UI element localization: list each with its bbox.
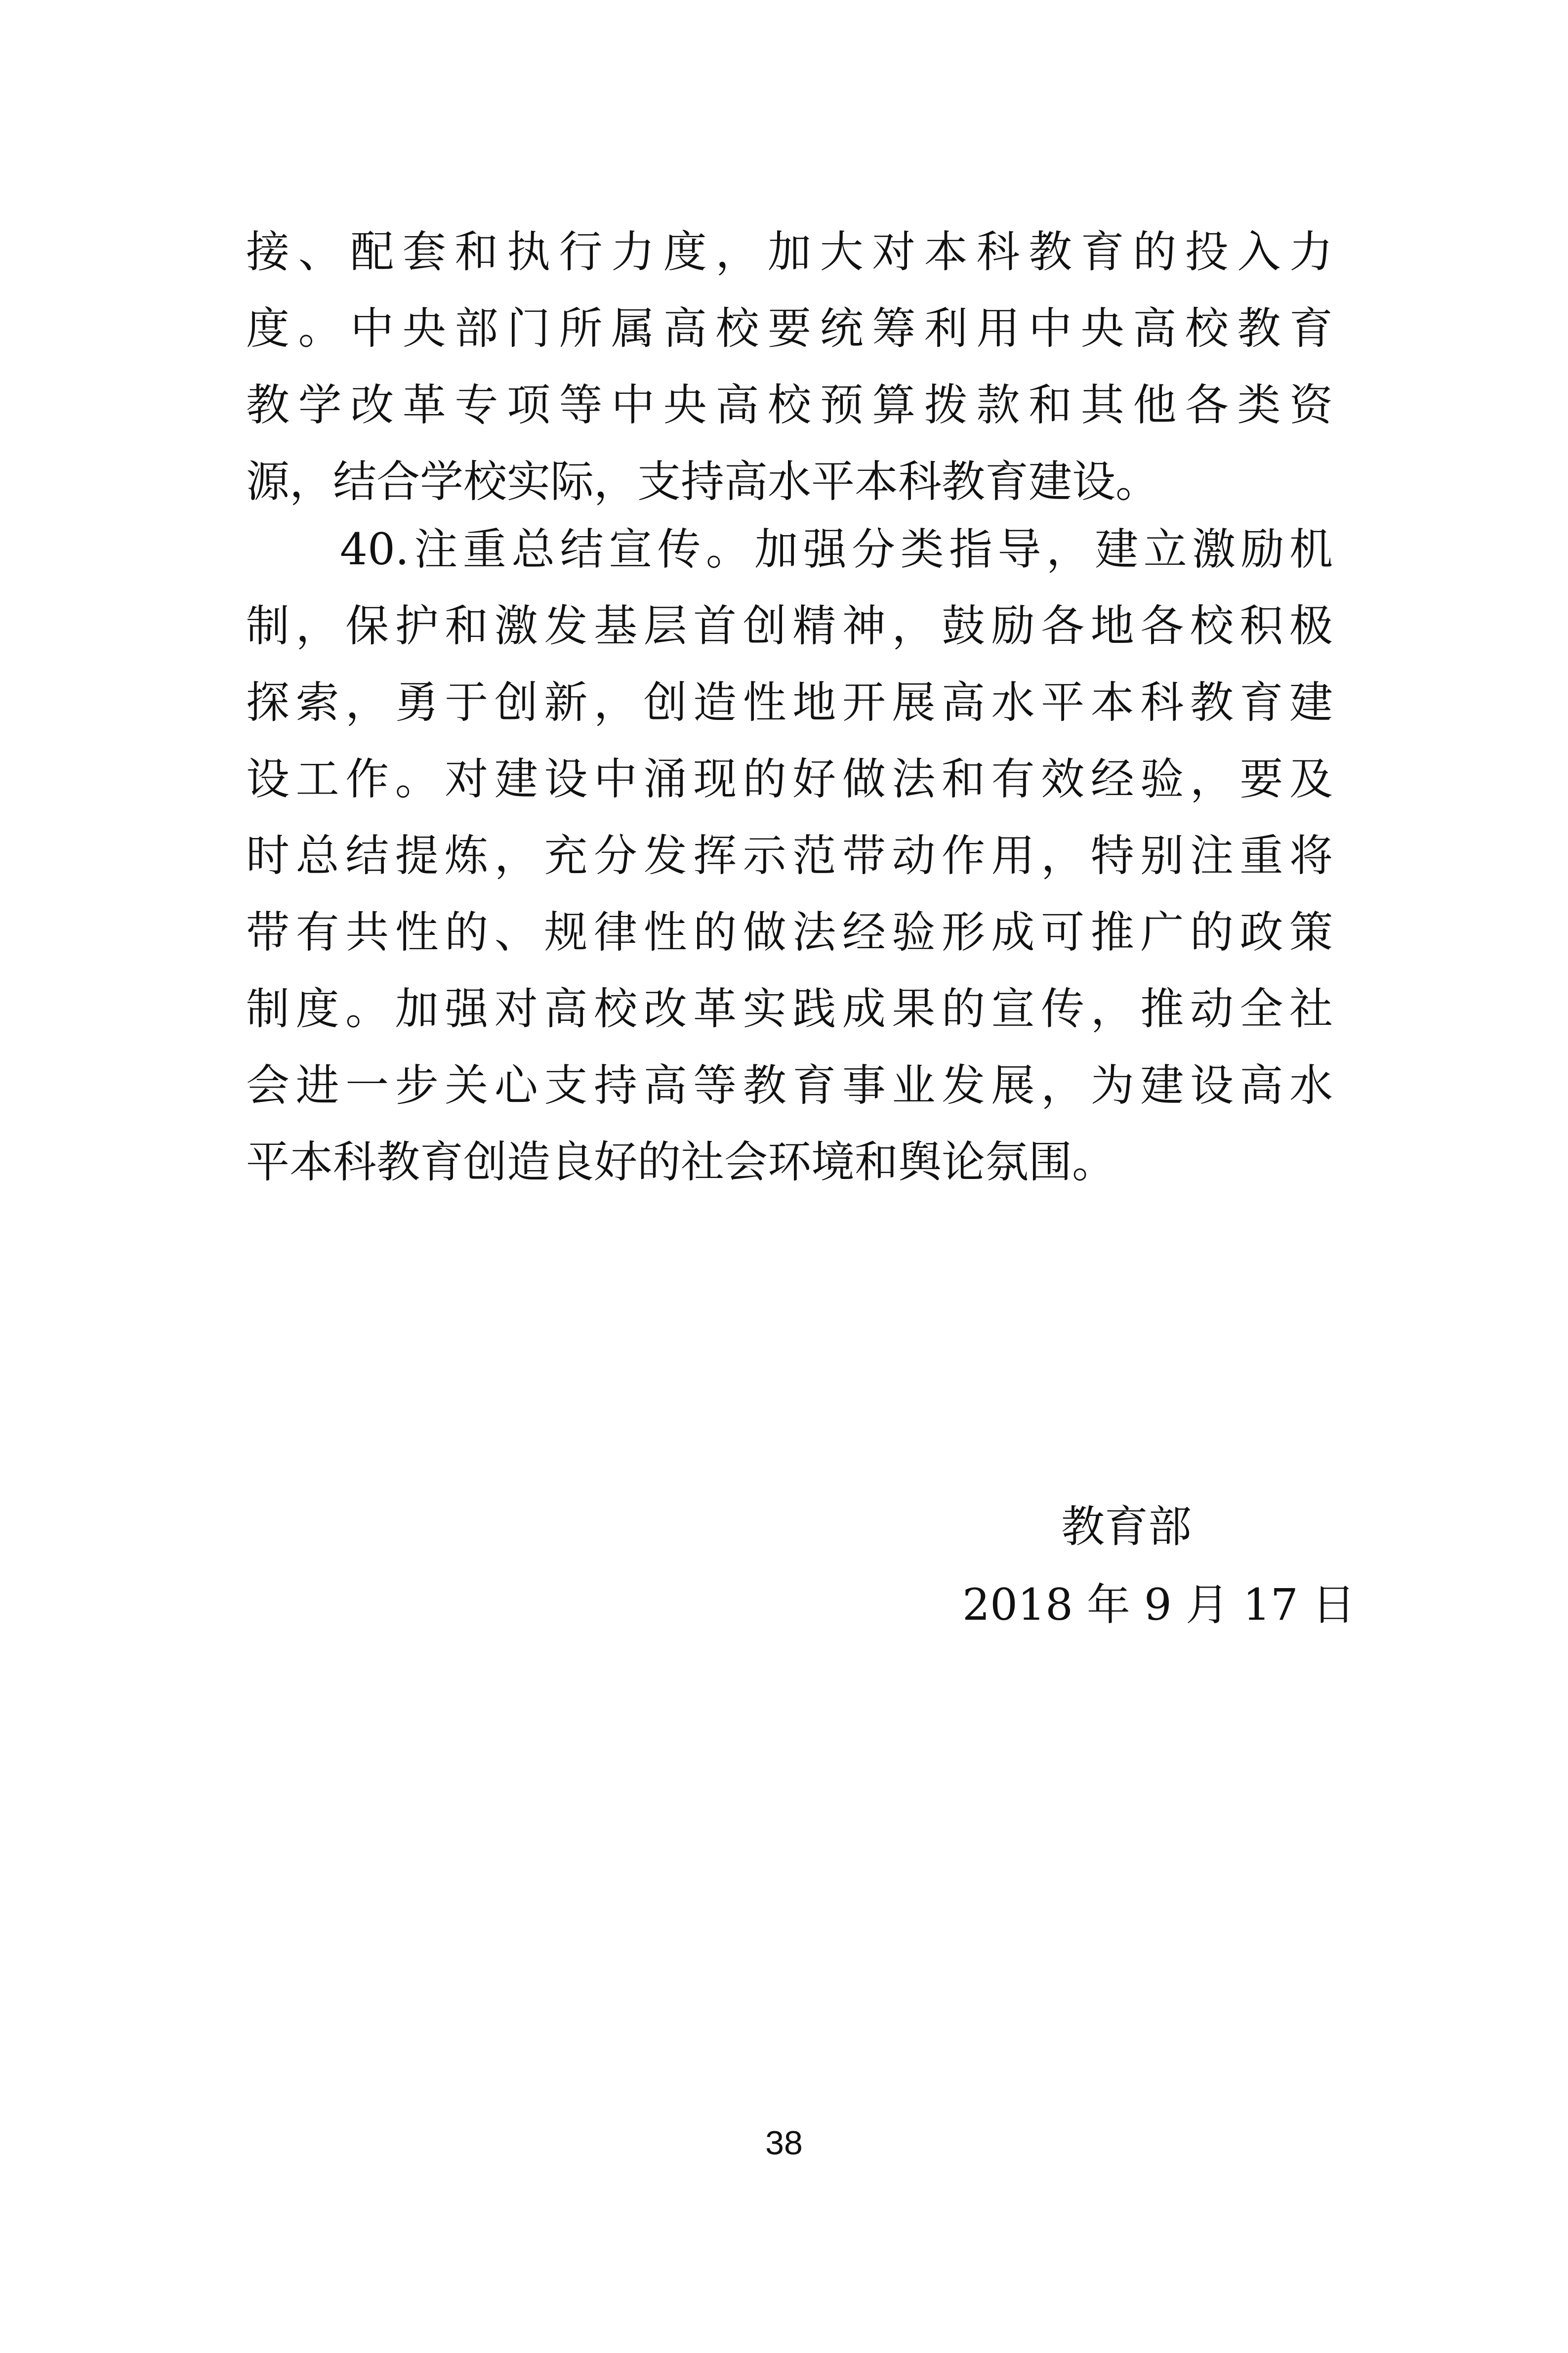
text-line: 接、配套和执行力度，加大对本科教育的投入力 [246, 226, 1333, 277]
issue-date: 2018 年 9 月 17 日 [962, 1579, 1356, 1630]
text-line: 教学改革专项等中央高校预算拨款和其他各类资 [246, 379, 1333, 430]
text-line: 会进一步关心支持高等教育事业发展，为建设高水 [246, 1060, 1333, 1111]
text-line: 时总结提炼，充分发挥示范带动作用，特别注重将 [246, 830, 1333, 881]
text-line: 制，保护和激发基层首创精神，鼓励各地各校积极 [246, 600, 1333, 651]
page-number: 38 [765, 2124, 803, 2162]
text-line: 平本科教育创造良好的社会环境和舆论氛围。 [246, 1136, 1116, 1187]
text-line: 设工作。对建设中涌现的好做法和有效经验，要及 [246, 754, 1333, 804]
text-line: 源，结合学校实际，支持高水平本科教育建设。 [246, 456, 1159, 507]
text-line: 制度。加强对高校改革实践成果的宣传，推动全社 [246, 983, 1333, 1034]
text-line: 40.注重总结宣传。加强分类指导，建立激励机 [340, 524, 1333, 575]
issuer-name: 教育部 [1061, 1501, 1192, 1552]
text-line: 度。中央部门所属高校要统筹利用中央高校教育 [246, 303, 1333, 354]
text-line: 带有共性的、规律性的做法经验形成可推广的政策 [246, 907, 1333, 958]
text-line: 探索，勇于创新，创造性地开展高水平本科教育建 [246, 677, 1333, 728]
